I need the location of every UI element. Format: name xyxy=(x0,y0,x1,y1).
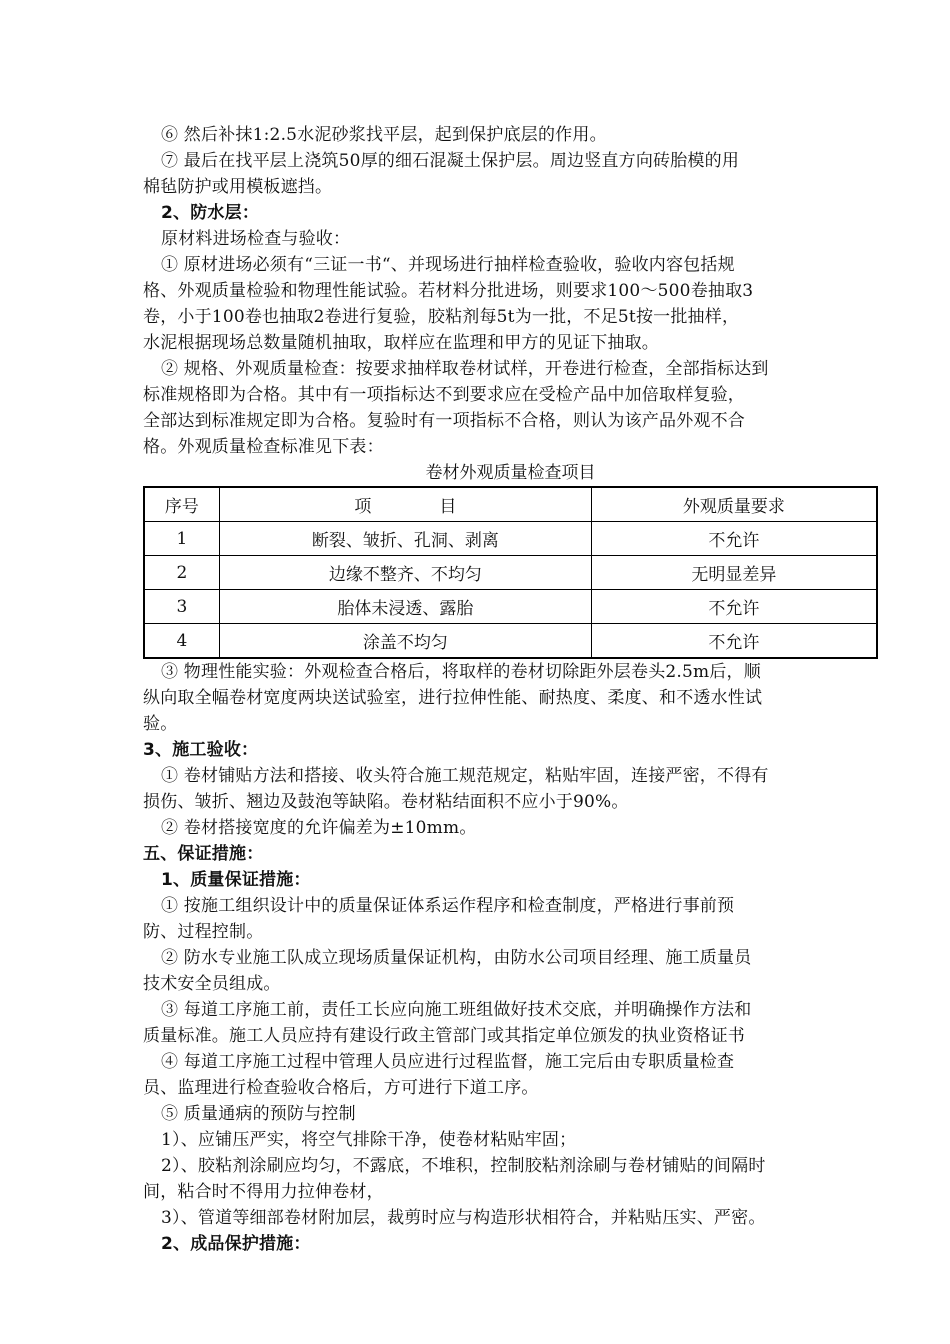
text-block-bottom xyxy=(143,659,883,1257)
section-heading: 1、质量保证措施： xyxy=(161,870,311,890)
table-header-cell: 外观质量要求 xyxy=(591,487,877,522)
table-cell: 不允许 xyxy=(591,624,877,659)
paragraph-line: ① 原材进场必须有“三证一书“、并现场进行抽样检查验收，验收内容包括规 xyxy=(161,255,735,275)
paragraph-line: 原材料进场检查与验收： xyxy=(161,229,351,249)
paragraph-line: 全部达到标准规定即为合格。复验时有一项指标不合格，则认为该产品外观不合 xyxy=(143,411,745,431)
paragraph-line: ⑦ 最后在找平层上浇筑50厚的细石混凝土保护层。周边竖直方向砖胎模的用 xyxy=(161,151,740,171)
paragraph-line: 质量标准。施工人员应持有建设行政主管部门或其指定单位颁发的执业资格证书 xyxy=(143,1026,745,1046)
table-row xyxy=(144,556,877,590)
table-cell: 涂盖不均匀 xyxy=(219,624,591,659)
paragraph-line: 间，粘合时不得用力拉伸卷材， xyxy=(143,1182,384,1202)
paragraph-line: 标准规格即为合格。其中有一项指标达不到要求应在受检产品中加倍取样复验， xyxy=(143,385,745,405)
paragraph-line: ⑤ 质量通病的预防与控制 xyxy=(161,1104,356,1124)
paragraph-line: ③ 每道工序施工前，责任工长应向施工班组做好技术交底，并明确操作方法和 xyxy=(161,1000,752,1020)
paragraph-line: 防、过程控制。 xyxy=(143,922,264,942)
paragraph-line: ① 按施工组织设计中的质量保证体系运作程序和检查制度，严格进行事前预 xyxy=(161,896,735,916)
paragraph-line: ② 规格、外观质量检查：按要求抽样取卷材试样，开卷进行检查，全部指标达到 xyxy=(161,359,769,379)
table-cell: 2 xyxy=(144,556,219,590)
table-row xyxy=(144,522,877,556)
paragraph-line: 格、外观质量检验和物理性能试验。若材料分批进场，则要求100～500卷抽取3 xyxy=(143,281,754,301)
paragraph-line: ① 卷材铺贴方法和搭接、收头符合施工规范规定，粘贴牢固，连接严密，不得有 xyxy=(161,766,769,786)
paragraph-line: ⑥ 然后补抹1:2.5水泥砂浆找平层，起到保护底层的作用。 xyxy=(161,125,607,145)
paragraph-line: ② 卷材搭接宽度的允许偏差为±10mm。 xyxy=(161,818,477,838)
table-cell: 边缘不整齐、不均匀 xyxy=(219,556,591,590)
table-header-row xyxy=(144,487,877,522)
table-caption: 卷材外观质量检查项目 xyxy=(425,463,596,483)
table-row xyxy=(144,590,877,624)
paragraph-line: 验。 xyxy=(143,714,178,734)
paragraph-line: 损伤、皱折、翘边及鼓泡等缺陷。卷材粘结面积不应小于90%。 xyxy=(143,792,629,812)
paragraph-line: ② 防水专业施工队成立现场质量保证机构，由防水公司项目经理、施工质量员 xyxy=(161,948,752,968)
table-cell: 胎体未浸透、露胎 xyxy=(219,590,591,624)
paragraph-line: 3）、管道等细部卷材附加层，裁剪时应与构造形状相符合，并粘贴压实、严密。 xyxy=(161,1208,766,1228)
paragraph-line: 员、监理进行检查验收合格后，方可进行下道工序。 xyxy=(143,1078,539,1098)
table-row xyxy=(144,624,877,659)
paragraph-line: 卷，小于100卷也抽取2卷进行复验，胶粘剂每5t为一批，不足5t按一批抽样， xyxy=(143,307,740,327)
paragraph-line: ④ 每道工序施工过程中管理人员应进行过程监督，施工完后由专职质量检查 xyxy=(161,1052,735,1072)
table-cell: 1 xyxy=(144,522,219,556)
document-page xyxy=(143,122,883,1257)
table-header-cell: 项 目 xyxy=(219,487,591,522)
table-cell: 不允许 xyxy=(591,522,877,556)
paragraph-line: 纵向取全幅卷材宽度两块送试验室，进行拉伸性能、耐热度、柔度、和不透水性试 xyxy=(143,688,763,708)
table-header-cell: 序号 xyxy=(144,487,219,522)
table-cell: 3 xyxy=(144,590,219,624)
paragraph-line: ③ 物理性能实验：外观检查合格后，将取样的卷材切除距外层卷头2.5m后，顺 xyxy=(161,662,761,682)
table-cell: 不允许 xyxy=(591,590,877,624)
paragraph-line: 2）、胶粘剂涂刷应均匀，不露底，不堆积，控制胶粘剂涂刷与卷材铺贴的间隔时 xyxy=(161,1156,766,1176)
paragraph-line: 1）、应铺压严实，将空气排除干净，使卷材粘贴牢固； xyxy=(161,1130,577,1150)
paragraph-line: 格。外观质量检查标准见下表： xyxy=(143,437,384,457)
table-cell: 无明显差异 xyxy=(591,556,877,590)
section-heading: 3、施工验收： xyxy=(143,740,259,760)
paragraph-line: 技术安全员组成。 xyxy=(143,974,281,994)
table-cell: 4 xyxy=(144,624,219,659)
paragraph-line: 棉毡防护或用模板遮挡。 xyxy=(143,177,333,197)
section-heading: 2、防水层： xyxy=(161,203,260,223)
section-heading: 2、成品保护措施： xyxy=(161,1234,311,1254)
table-cell: 断裂、皱折、孔洞、剥离 xyxy=(219,522,591,556)
section-heading: 五、保证措施： xyxy=(143,844,264,864)
paragraph-line: 水泥根据现场总数量随机抽取，取样应在监理和甲方的见证下抽取。 xyxy=(143,333,659,353)
text-block-top xyxy=(143,122,883,460)
inspection-table xyxy=(143,486,878,659)
